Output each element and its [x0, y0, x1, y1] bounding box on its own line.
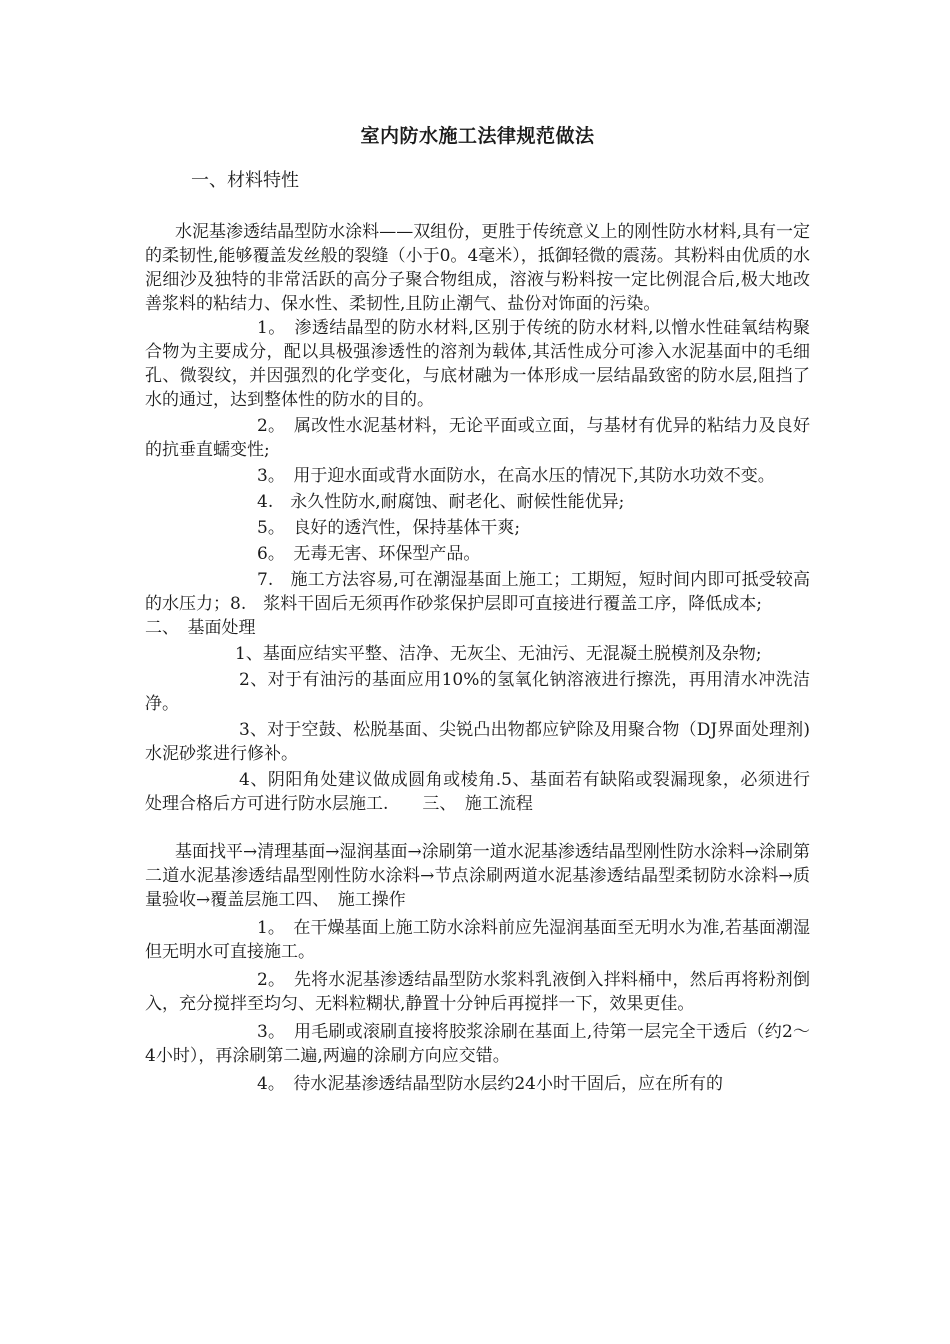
base-item-3: 3、对于空鼓、松脱基面、尖锐凸出物都应铲除及用聚合物（DJ界面处理剂)水泥砂浆进行修补。 [145, 720, 810, 764]
feature-item-1: 1。 渗透结晶型的防水材料,区别于传统的防水材料,以憎水性硅氧结构聚合物为主要成分，配以具极强渗透性的溶剂为载体,其活性成分可渗入水泥基面中的毛细孔、微裂纹，并因强烈的化学变化，与底材融为一体形成一层结晶致密的防水层,阻挡了水的通过，达到整体性的防水的目的。 [145, 318, 810, 410]
operation-item-3: 3。 用毛刷或滚刷直接将胶浆涂刷在基面上,待第一层完全干透后（约2～4小时），再涂刷第二遍,两遍的涂刷方向应交错。 [145, 1022, 810, 1066]
feature-item-4: 4. 永久性防水,耐腐蚀、耐老化、耐候性能优异; [257, 492, 625, 512]
feature-item-6: 6。 无毒无害、环保型产品。 [257, 544, 481, 564]
feature-item-2: 2。 属改性水泥基材料，无论平面或立面，与基材有优异的粘结力及良好的抗垂直蠕变性; [145, 416, 810, 460]
feature-item-7: 7. 施工方法容易,可在潮湿基面上施工；工期短，短时间内即可抵受较高的水压力；8. 浆料干固后无须再作砂浆保护层即可直接进行覆盖工序，降低成本; [145, 570, 810, 614]
base-item-1: 1、基面应结实平整、洁净、无灰尘、无油污、无混凝土脱模剂及杂物; [235, 644, 762, 664]
intro-paragraph: 水泥基渗透结晶型防水涂料——双组份，更胜于传统意义上的刚性防水材料,具有一定的柔韧性,能够覆盖发丝般的裂缝（小于0。4毫米），抵御轻微的震荡。其粉料由优质的水泥细沙及独特的非常活跃的高分子聚合物组成，溶液与粉料按一定比例混合后,极大地改善浆料的粘结力、保水性、柔韧性,且防止潮气、盐份对饰面的污染。 [145, 222, 810, 314]
base-item-4: 4、阴阳角处建议做成圆角或棱角.5、基面若有缺陷或裂漏现象，必须进行处理合格后方可进行防水层施工. 三、 施工流程 [145, 770, 810, 814]
base-item-2: 2、对于有油污的基面应用10%的氢氧化钠溶液进行擦洗，再用清水冲洗洁净。 [145, 670, 810, 714]
section-heading-base-treatment: 二、 基面处理 [145, 618, 256, 638]
operation-item-1: 1。 在干燥基面上施工防水涂料前应先湿润基面至无明水为准,若基面潮湿但无明水可直接施工。 [145, 918, 810, 962]
construction-flow-paragraph: 基面找平→清理基面→湿润基面→涂刷第一道水泥基渗透结晶型刚性防水涂料→涂刷第二道水泥基渗透结晶型刚性防水涂料→节点涂刷两道水泥基渗透结晶型柔韧防水涂料→质量验收→覆盖层施工四、 施工操作 [145, 842, 810, 910]
operation-item-2: 2。 先将水泥基渗透结晶型防水浆料乳液倒入拌料桶中，然后再将粉剂倒入，充分搅拌至均匀、无料粒糊状,静置十分钟后再搅拌一下，效果更佳。 [145, 970, 810, 1014]
section-heading-materials: 一、材料特性 [191, 170, 299, 191]
operation-item-4: 4。 待水泥基渗透结晶型防水层约24小时干固后，应在所有的 [257, 1074, 723, 1094]
document-body [145, 122, 810, 1096]
feature-item-5: 5。 良好的透汽性，保持基体干爽; [257, 518, 521, 538]
feature-item-3: 3。 用于迎水面或背水面防水，在高水压的情况下,其防水功效不变。 [257, 466, 775, 486]
document-title: 室内防水施工法律规范做法 [360, 125, 595, 147]
